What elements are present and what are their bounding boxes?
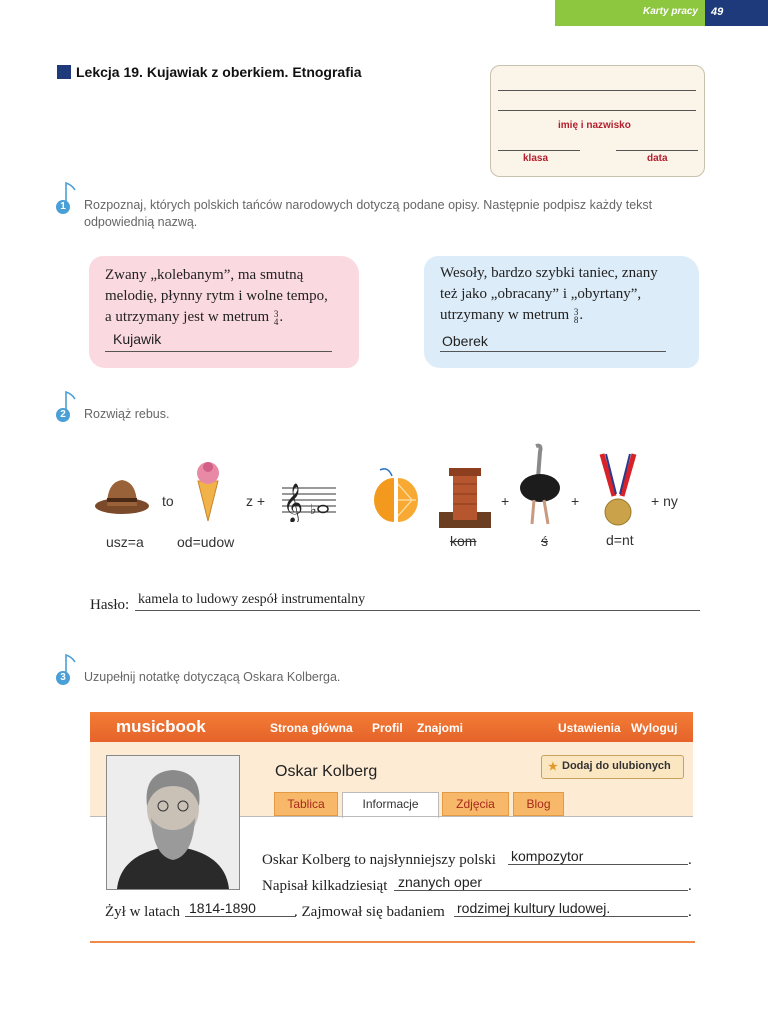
rebus-to: to — [162, 493, 174, 509]
svg-text:♭: ♭ — [310, 502, 317, 518]
tab-wall[interactable]: Tablica — [274, 792, 338, 816]
task1-instruction: Rozpoznaj, których polskich tańców narodowych dotyczą podane opisy. Następnie podpisz każdy tekst odpowiednią nazwą. — [84, 198, 653, 229]
password-line — [135, 610, 700, 611]
lesson-title: Lekcja 19. Kujawiak z oberkiem. Etnografia — [76, 64, 362, 80]
card-right-answer-line — [440, 351, 666, 352]
rebus-label-hat: usz=a — [106, 534, 144, 550]
answer-research[interactable]: rodzimej kultury ludowej. — [457, 900, 611, 916]
answer-line-1 — [508, 864, 688, 865]
page-number-box — [705, 0, 768, 26]
period-3: . — [688, 904, 692, 920]
nav-settings[interactable]: Ustawienia — [558, 721, 621, 735]
card-right-answer[interactable]: Oberek — [442, 333, 488, 349]
task-number-badge: 1 — [56, 200, 70, 214]
class-line[interactable] — [498, 150, 580, 151]
student-name-box — [490, 65, 705, 177]
period-1: . — [688, 852, 692, 868]
card-right-line2: też jako „obracany” i „obyrtany”, — [440, 286, 642, 302]
name-label: imię i nazwisko — [558, 120, 631, 131]
nav-logout[interactable]: Wyloguj — [631, 721, 678, 735]
card-right-line1: Wesoły, bardzo szybki taniec, znany — [440, 265, 658, 281]
card-left-answer[interactable]: Kujawik — [113, 331, 162, 347]
answer-composer[interactable]: kompozytor — [511, 848, 584, 864]
nav-friends[interactable]: Znajomi — [417, 721, 464, 735]
card-left-line3: a utrzymany jest w metrum — [105, 309, 270, 325]
period-2: . — [688, 878, 692, 894]
dance-card-right: Wesoły, bardzo szybki taniec, znany też jako „obracany” i „obyrtany”, utrzymany w metrum 3 8. Oberek — [424, 256, 699, 368]
tab-blog[interactable]: Blog — [513, 792, 564, 816]
class-label: klasa — [523, 153, 549, 164]
dance-card-left: Zwany „kolebanym”, ma smutną melodię, płynny rytm i wolne tempo, a utrzymany jest w metrum 3 4. Kujawik — [89, 256, 359, 368]
meter-fraction: 3 4 — [273, 308, 279, 327]
name-line-2[interactable] — [498, 110, 696, 111]
answer-line-2 — [394, 890, 688, 891]
musicbook-top-bar — [90, 712, 693, 742]
rebus-label-chimney: kom — [450, 533, 477, 549]
tab-info[interactable]: Informacje — [342, 792, 439, 818]
header-section-tab — [555, 0, 705, 26]
nav-profile[interactable]: Profil — [372, 721, 403, 735]
page-number: 49 — [711, 6, 724, 18]
header-section-label: Karty pracy — [642, 6, 698, 17]
sentence-3b: . Zajmował się badaniem — [294, 904, 445, 920]
rebus-plus-1: + — [501, 493, 510, 509]
sentence-1: Oskar Kolberg to najsłynniejszy polski — [262, 852, 496, 868]
password-label: Hasło: — [90, 597, 130, 613]
portrait-icon — [107, 756, 239, 889]
profile-name: Oskar Kolberg — [275, 763, 378, 780]
rebus-ny: + ny — [651, 493, 678, 509]
answer-line-3 — [185, 916, 296, 917]
rebus-label-icecream: od=udow — [177, 534, 235, 550]
task-number-badge: 3 — [56, 671, 70, 685]
ice-cream-icon — [192, 459, 224, 523]
star-icon: ★ — [548, 761, 558, 773]
date-line[interactable] — [616, 150, 698, 151]
answer-years[interactable]: 1814-1890 — [189, 900, 256, 916]
rebus-label-medal: d=nt — [606, 532, 634, 548]
card-left-line2: melodię, płynny rytm i wolne tempo, — [105, 288, 328, 304]
sentence-3a: Żył w latach — [105, 904, 180, 920]
task3-instruction: Uzupełnij notatkę dotyczącą Oskara Kolberga. — [84, 670, 341, 684]
lesson-marker — [57, 65, 71, 79]
card-left-line1: Zwany „kolebanym”, ma smutną — [105, 267, 304, 283]
answer-operas[interactable]: znanych oper — [398, 874, 483, 890]
password-answer[interactable]: kamela to ludowy zespół instrumentalny — [138, 592, 366, 607]
card-left-answer-line — [105, 351, 332, 352]
tab-photos[interactable]: Zdjęcia — [442, 792, 509, 816]
rebus-plus-2: + — [571, 493, 580, 509]
add-favorite-button[interactable] — [541, 755, 684, 779]
treble-clef-staff-icon — [282, 476, 336, 522]
answer-line-4 — [454, 916, 688, 917]
ostrich-icon — [516, 442, 562, 526]
name-line-1[interactable] — [498, 90, 696, 91]
svg-text:𝄞: 𝄞 — [283, 483, 304, 522]
orange-icon — [368, 466, 424, 526]
date-label: data — [647, 153, 668, 164]
sentence-2: Napisał kilkadziesiąt — [262, 878, 388, 894]
nav-home[interactable]: Strona główna — [270, 721, 353, 735]
hat-icon — [93, 474, 151, 518]
task-number-badge: 2 — [56, 408, 70, 422]
add-favorite-label: Dodaj do ulubionych — [562, 760, 671, 772]
medal-icon — [594, 452, 642, 528]
musicbook-logo: musicbook — [116, 717, 206, 736]
musicbook-bottom-rule — [90, 941, 695, 943]
task2-instruction: Rozwiąż rebus. — [84, 407, 170, 421]
card-right-line3: utrzymany w metrum — [440, 307, 570, 323]
chimney-icon — [439, 466, 491, 528]
portrait-image — [106, 755, 240, 890]
rebus-z-plus: z + — [246, 493, 266, 509]
meter-fraction: 3 8 — [573, 306, 579, 325]
rebus-label-ostrich: ś — [541, 533, 548, 549]
